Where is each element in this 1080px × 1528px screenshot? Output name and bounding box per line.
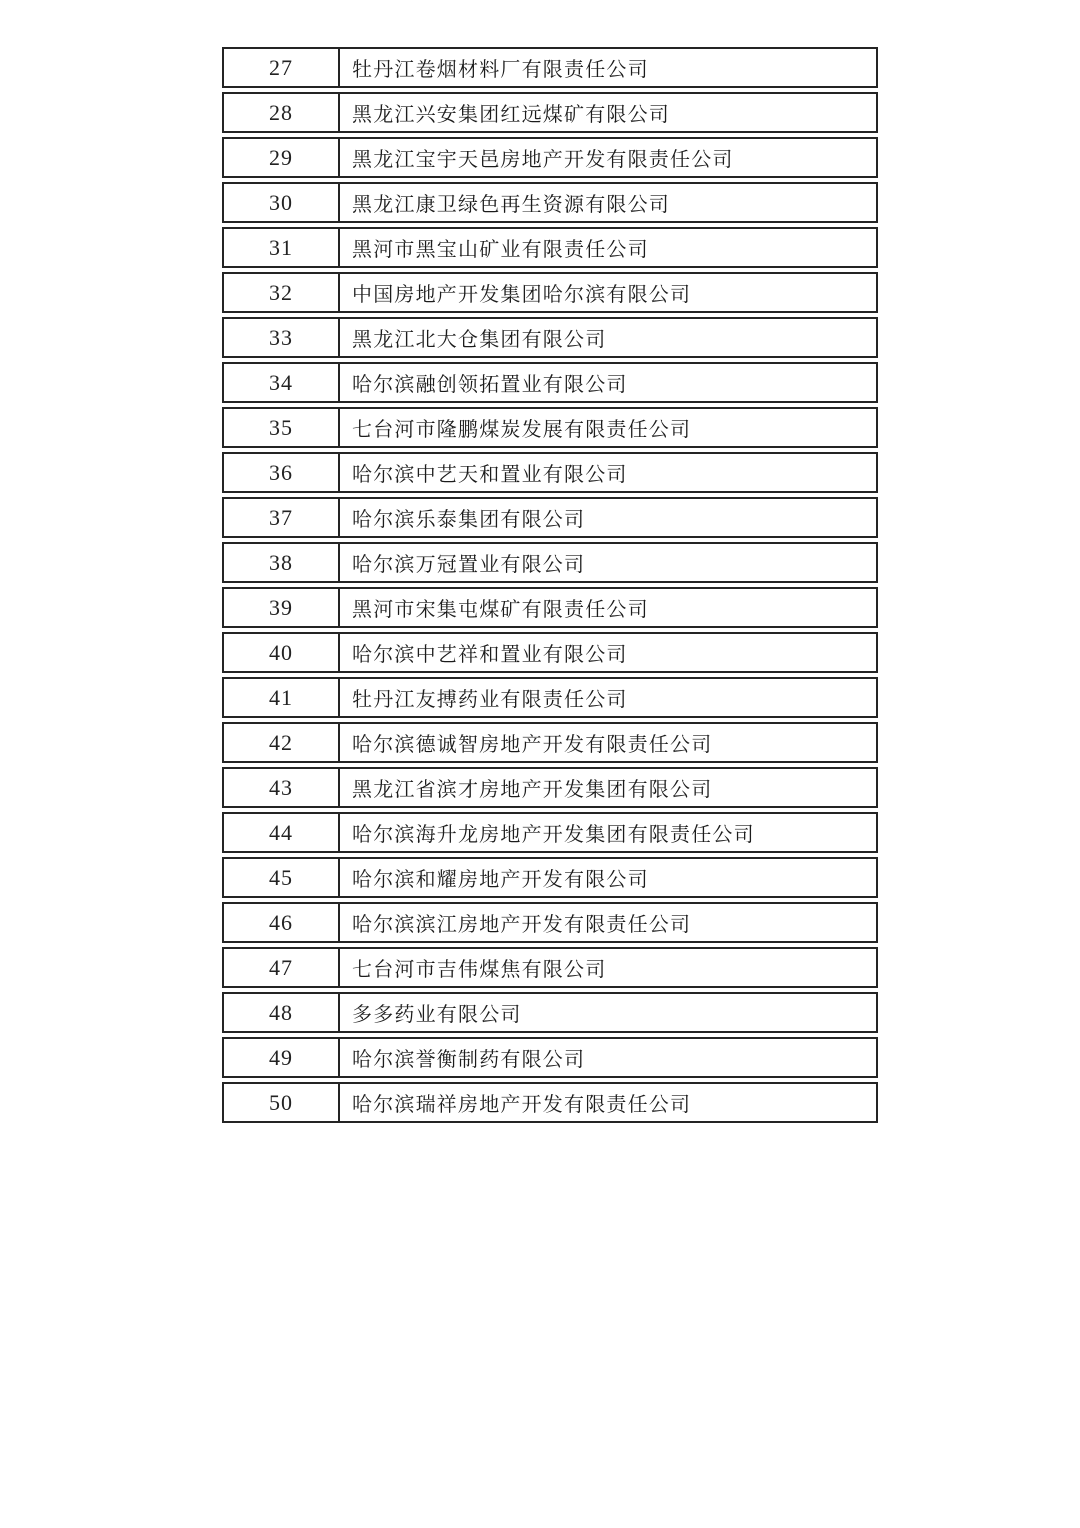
- table-row: [222, 542, 878, 583]
- table-row: [222, 317, 878, 358]
- company-name-cell: [340, 1084, 876, 1121]
- company-name: 哈尔滨德诚智房地产开发有限责任公司: [352, 734, 713, 756]
- table-row: [222, 47, 878, 88]
- table-row: [222, 1082, 878, 1123]
- company-name: 黑龙江康卫绿色再生资源有限公司: [352, 194, 670, 216]
- row-number-cell: [224, 184, 340, 221]
- row-number: 47: [269, 954, 293, 980]
- company-name-cell: [340, 274, 876, 311]
- table-row: [222, 407, 878, 448]
- table-row: [222, 632, 878, 673]
- table-row: [222, 587, 878, 628]
- row-number-cell: [224, 724, 340, 761]
- company-name: 多多药业有限公司: [352, 1004, 522, 1026]
- row-number-cell: [224, 274, 340, 311]
- company-name-cell: [340, 499, 876, 536]
- table-row: [222, 947, 878, 988]
- row-number-cell: [224, 139, 340, 176]
- company-name-cell: [340, 589, 876, 626]
- company-name: 哈尔滨融创领拓置业有限公司: [352, 374, 628, 396]
- company-name-cell: [340, 409, 876, 446]
- company-name: 七台河市隆鹏煤炭发展有限责任公司: [352, 419, 692, 441]
- row-number: 46: [269, 909, 293, 935]
- company-name: 哈尔滨和耀房地产开发有限公司: [352, 869, 649, 891]
- row-number: 36: [269, 459, 293, 485]
- row-number-cell: [224, 319, 340, 356]
- table-row: [222, 92, 878, 133]
- company-list-table: [222, 47, 878, 1127]
- row-number-cell: [224, 499, 340, 536]
- company-name-cell: [340, 139, 876, 176]
- row-number-cell: [224, 679, 340, 716]
- table-row: [222, 452, 878, 493]
- row-number-cell: [224, 589, 340, 626]
- company-name: 哈尔滨中艺祥和置业有限公司: [352, 644, 628, 666]
- row-number-cell: [224, 1084, 340, 1121]
- table-row: [222, 857, 878, 898]
- row-number-cell: [224, 1039, 340, 1076]
- row-number: 41: [269, 684, 293, 710]
- row-number: 30: [269, 189, 293, 215]
- company-name: 黑龙江兴安集团红远煤矿有限公司: [352, 104, 670, 126]
- row-number: 42: [269, 729, 293, 755]
- company-name: 哈尔滨中艺天和置业有限公司: [352, 464, 628, 486]
- company-name: 黑龙江北大仓集团有限公司: [352, 329, 607, 351]
- table-row: [222, 992, 878, 1033]
- table-row: [222, 227, 878, 268]
- company-name-cell: [340, 1039, 876, 1076]
- company-name-cell: [340, 94, 876, 131]
- row-number: 38: [269, 549, 293, 575]
- row-number: 34: [269, 369, 293, 395]
- row-number-cell: [224, 859, 340, 896]
- row-number: 39: [269, 594, 293, 620]
- row-number: 29: [269, 144, 293, 170]
- table-row: [222, 182, 878, 223]
- company-name-cell: [340, 724, 876, 761]
- row-number: 44: [269, 819, 293, 845]
- company-name-cell: [340, 814, 876, 851]
- company-name: 哈尔滨誉衡制药有限公司: [352, 1049, 586, 1071]
- company-name: 哈尔滨万冠置业有限公司: [352, 554, 586, 576]
- table-row: [222, 767, 878, 808]
- table-row: [222, 812, 878, 853]
- company-name-cell: [340, 904, 876, 941]
- company-name-cell: [340, 769, 876, 806]
- company-name: 中国房地产开发集团哈尔滨有限公司: [352, 284, 692, 306]
- company-name: 哈尔滨乐泰集团有限公司: [352, 509, 586, 531]
- company-name-cell: [340, 634, 876, 671]
- row-number: 35: [269, 414, 293, 440]
- row-number-cell: [224, 94, 340, 131]
- row-number: 28: [269, 99, 293, 125]
- table-row: [222, 497, 878, 538]
- row-number-cell: [224, 229, 340, 266]
- company-name: 黑龙江省滨才房地产开发集团有限公司: [352, 779, 713, 801]
- row-number-cell: [224, 769, 340, 806]
- company-name: 牡丹江卷烟材料厂有限责任公司: [352, 59, 649, 81]
- row-number: 33: [269, 324, 293, 350]
- row-number: 49: [269, 1044, 293, 1070]
- company-name-cell: [340, 229, 876, 266]
- row-number: 48: [269, 999, 293, 1025]
- company-name-cell: [340, 49, 876, 86]
- row-number-cell: [224, 49, 340, 86]
- row-number: 40: [269, 639, 293, 665]
- company-name: 黑龙江宝宇天邑房地产开发有限责任公司: [352, 149, 734, 171]
- row-number: 43: [269, 774, 293, 800]
- table-row: [222, 272, 878, 313]
- row-number: 32: [269, 279, 293, 305]
- row-number: 45: [269, 864, 293, 890]
- table-row: [222, 677, 878, 718]
- row-number-cell: [224, 904, 340, 941]
- company-name-cell: [340, 679, 876, 716]
- table-row: [222, 137, 878, 178]
- row-number-cell: [224, 949, 340, 986]
- company-name: 七台河市吉伟煤焦有限公司: [352, 959, 607, 981]
- row-number: 27: [269, 54, 293, 80]
- company-name: 哈尔滨滨江房地产开发有限责任公司: [352, 914, 692, 936]
- row-number-cell: [224, 364, 340, 401]
- company-name-cell: [340, 544, 876, 581]
- row-number: 37: [269, 504, 293, 530]
- table-row: [222, 362, 878, 403]
- company-name: 哈尔滨瑞祥房地产开发有限责任公司: [352, 1094, 692, 1116]
- row-number-cell: [224, 994, 340, 1031]
- table-row: [222, 722, 878, 763]
- row-number: 50: [269, 1089, 293, 1115]
- row-number-cell: [224, 634, 340, 671]
- company-name-cell: [340, 364, 876, 401]
- row-number-cell: [224, 544, 340, 581]
- company-name-cell: [340, 319, 876, 356]
- company-name-cell: [340, 994, 876, 1031]
- company-name: 牡丹江友搏药业有限责任公司: [352, 689, 628, 711]
- company-name-cell: [340, 454, 876, 491]
- row-number-cell: [224, 409, 340, 446]
- company-name: 黑河市黑宝山矿业有限责任公司: [352, 239, 649, 261]
- company-name-cell: [340, 859, 876, 896]
- company-name-cell: [340, 949, 876, 986]
- row-number: 31: [269, 234, 293, 260]
- table-row: [222, 1037, 878, 1078]
- company-name: 哈尔滨海升龙房地产开发集团有限责任公司: [352, 824, 755, 846]
- table-row: [222, 902, 878, 943]
- company-name: 黑河市宋集屯煤矿有限责任公司: [352, 599, 649, 621]
- row-number-cell: [224, 454, 340, 491]
- company-name-cell: [340, 184, 876, 221]
- row-number-cell: [224, 814, 340, 851]
